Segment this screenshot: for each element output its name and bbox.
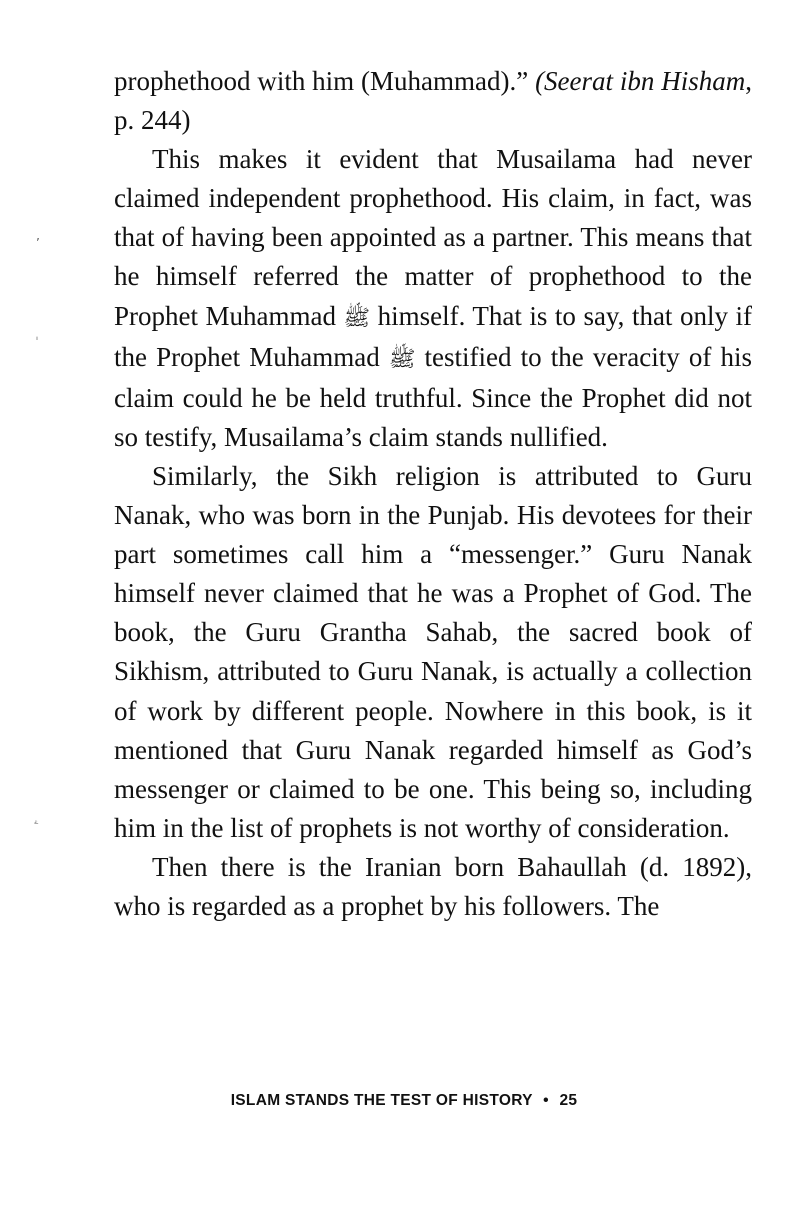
text-segment: testified to the veracity of his claim could he be held truthful. Since the Prophet did not so testify, Musailama’s claim stands nullified. xyxy=(114,341,752,452)
text-segment: himself. That is to say, that only if the Prophet Muhammad xyxy=(114,300,752,372)
text-segment: Then there is the Iranian born Bahaullah (d. 1892), who is regarded as a prophet by his followers. The xyxy=(114,851,752,921)
text-segment: This makes it evident that Musailama had never claimed independent prophethood. His claim, in fact, was that of having been appointed as a partner. This means that he himself referred the matter of prophethood to the Prophet Muhammad xyxy=(114,144,752,331)
paragraph-p4 xyxy=(114,848,752,926)
pbuh-glyph: ﷺ xyxy=(343,305,371,331)
citation-italic: (Seerat ibn Hisham xyxy=(535,66,746,96)
text-segment: , p. 244) xyxy=(114,66,752,136)
footer-separator: • xyxy=(543,1092,549,1109)
paragraph-p1 xyxy=(114,62,752,140)
text-segment: prophethood with him (Muhammad).” xyxy=(114,66,536,96)
text-segment: Similarly, the Sikh religion is attributed to Guru Nanak, who was born in the Punjab. His devotees for their part sometimes call him a “messenger.” Guru Nanak himself never claimed that he was a Prophet of God. The book, the Guru Grantha Sahab, the sacred book of Sikhism, attributed to Guru Nanak, is actually a collection of work by different people. Nowhere in this book, is it mentioned that Guru Nanak regarded himself as God’s messenger or claimed to be one. This being so, including him in the list of prophets is not worthy of consideration. xyxy=(114,460,752,843)
paragraph-p3 xyxy=(114,457,752,848)
pbuh-glyph: ﷺ xyxy=(388,346,416,372)
margin-mark: ’ xyxy=(36,236,40,250)
page-number: 25 xyxy=(559,1092,578,1109)
page-footer xyxy=(0,1092,808,1110)
body-text xyxy=(114,62,752,926)
paragraph-p2 xyxy=(114,140,752,457)
running-title: ISLAM STANDS THE TEST OF HISTORY xyxy=(230,1092,533,1109)
